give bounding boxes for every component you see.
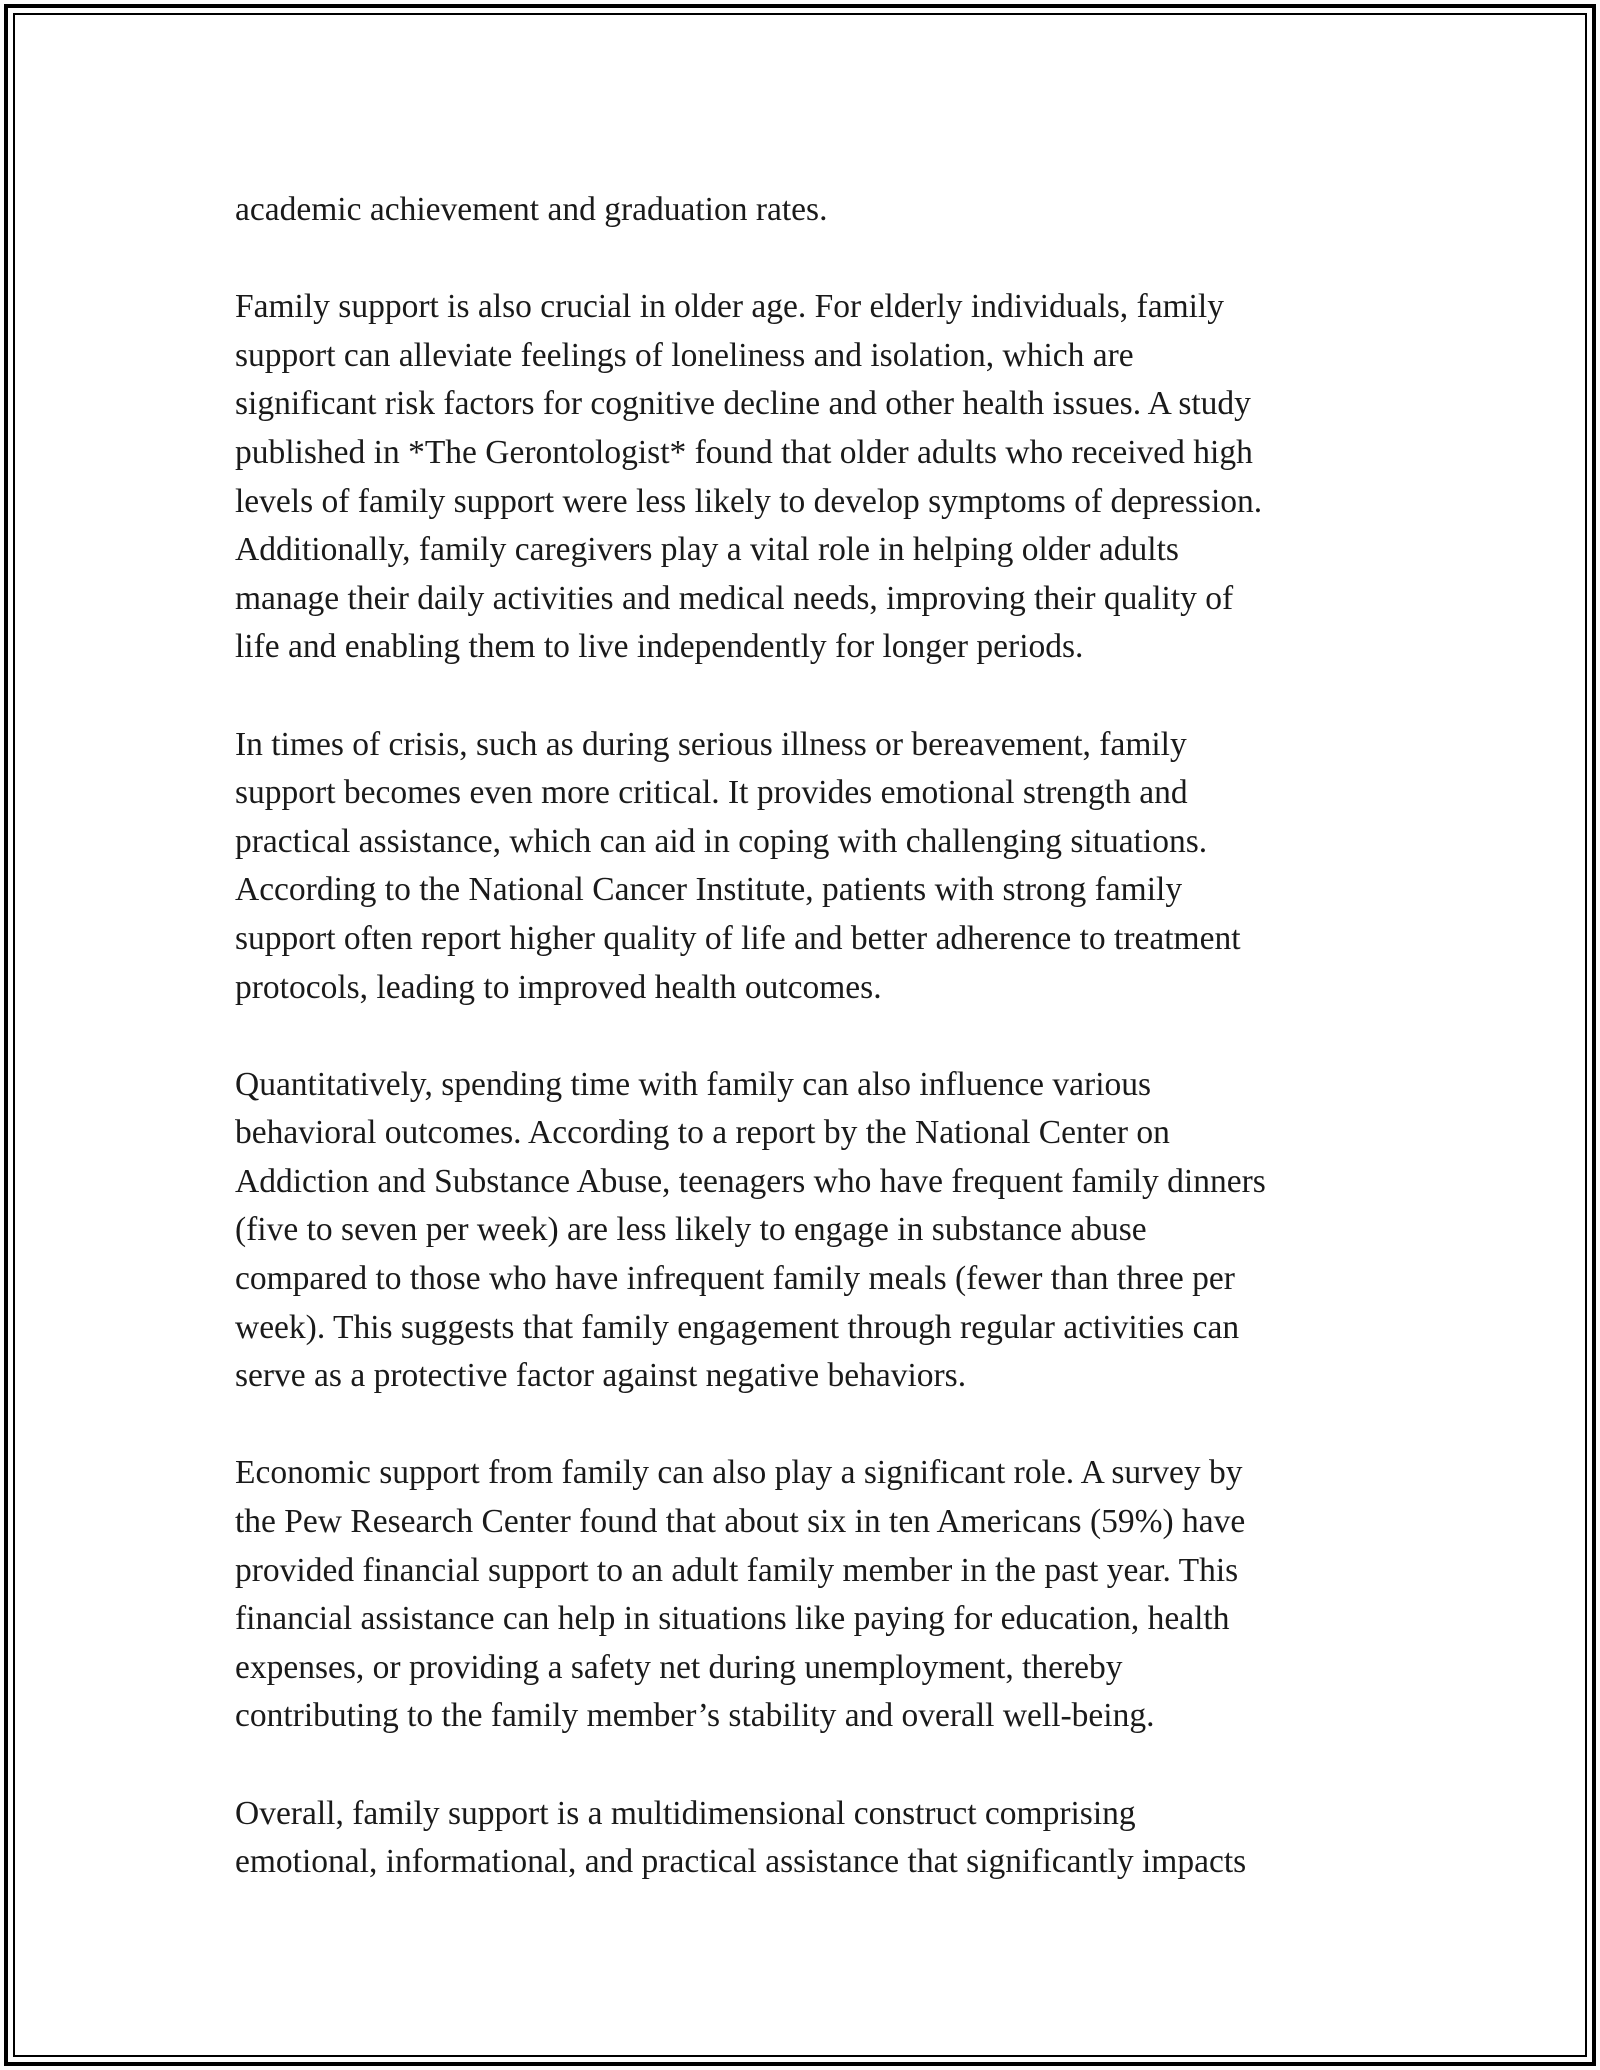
text-line: support often report higher quality of life and better adherence to treatment	[235, 919, 1241, 957]
text-line: compared to those who have infrequent family meals (fewer than three per	[235, 1260, 1235, 1298]
text-line: Overall, family support is a multidimensional construct comprising	[235, 1794, 1136, 1832]
text-line: emotional, informational, and practical assistance that significantly impacts	[235, 1843, 1247, 1881]
text-line: levels of family support were less likely to develop symptoms of depression.	[235, 482, 1263, 520]
text-line: According to the National Cancer Institute, patients with strong family	[235, 871, 1183, 909]
text-line: In times of crisis, such as during serious illness or bereavement, family	[235, 725, 1187, 763]
text-line: practical assistance, which can aid in coping with challenging situations.	[235, 822, 1208, 860]
text-line: support becomes even more critical. It provides emotional strength and	[235, 774, 1188, 812]
text-line: contributing to the family member’s stability and overall well-being.	[235, 1697, 1155, 1735]
text-line: manage their daily activities and medical needs, improving their quality of	[235, 579, 1234, 617]
text-line: published in *The Gerontologist* found that older adults who received high	[235, 433, 1253, 471]
text-line: expenses, or providing a safety net during unemployment, thereby	[235, 1648, 1123, 1686]
paragraph	[235, 1790, 1385, 1887]
text-line: Economic support from family can also play a significant role. A survey by	[235, 1454, 1243, 1492]
paragraph	[235, 283, 1385, 672]
paragraph	[235, 186, 1385, 235]
text-line: behavioral outcomes. According to a report by the National Center on	[235, 1114, 1170, 1152]
text-line: life and enabling them to live independently for longer periods.	[235, 628, 1084, 666]
document-body	[235, 186, 1385, 1935]
text-line: protocols, leading to improved health outcomes.	[235, 968, 882, 1006]
text-line: the Pew Research Center found that about six in ten Americans (59%) have	[235, 1503, 1246, 1541]
text-line: academic achievement and graduation rates.	[235, 191, 828, 228]
paragraph	[235, 1061, 1385, 1401]
text-line: Family support is also crucial in older age. For elderly individuals, family	[235, 288, 1224, 326]
paragraph	[235, 721, 1385, 1013]
paragraph	[235, 1449, 1385, 1741]
text-line: significant risk factors for cognitive decline and other health issues. A study	[235, 385, 1251, 423]
text-line: (five to seven per week) are less likely to engage in substance abuse	[235, 1211, 1147, 1249]
text-line: financial assistance can help in situations like paying for education, health	[235, 1600, 1230, 1638]
text-line: provided financial support to an adult family member in the past year. This	[235, 1551, 1239, 1589]
text-line: Quantitatively, spending time with family can also influence various	[235, 1065, 1152, 1103]
text-line: serve as a protective factor against negative behaviors.	[235, 1357, 967, 1395]
text-line: Addiction and Substance Abuse, teenagers who have frequent family dinners	[235, 1162, 1266, 1200]
text-line: Additionally, family caregivers play a vital role in helping older adults	[235, 531, 1179, 569]
text-line: support can alleviate feelings of loneliness and isolation, which are	[235, 336, 1134, 374]
text-line: week). This suggests that family engagement through regular activities can	[235, 1308, 1240, 1346]
